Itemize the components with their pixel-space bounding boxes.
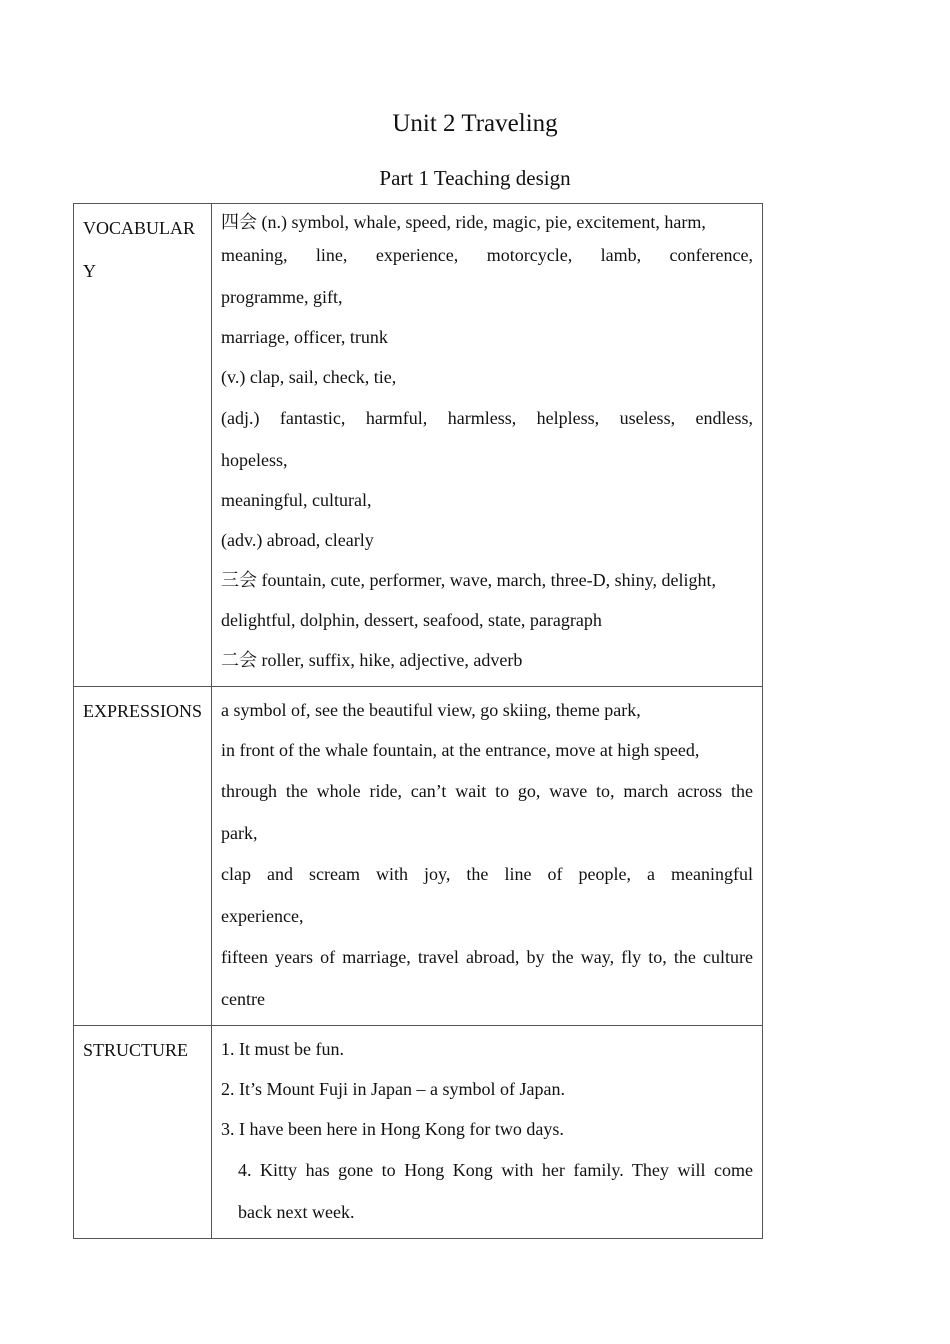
expression-line: fifteen years of marriage, travel abroad, by the way, fly to, the culture [221, 947, 753, 967]
vocabulary-line: meaningful, cultural, [221, 490, 372, 510]
vocabulary-line: (adj.) fantastic, harmful, harmless, helpless, useless, endless, [221, 408, 753, 428]
vocabulary-line: hopeless, [221, 450, 288, 470]
vocabulary-label: VOCABULARY [83, 218, 196, 281]
vocabulary-line: marriage, officer, trunk [221, 327, 388, 347]
document-subtitle: Part 1 Teaching design [379, 166, 571, 190]
vocabulary-line: meaning, line, experience, motorcycle, lamb, conference, [221, 245, 753, 265]
structure-line: 1. It must be fun. [221, 1039, 344, 1059]
vocabulary-line: 三会 fountain, cute, performer, wave, march, three-D, shiny, delight, [221, 570, 716, 590]
expression-line: a symbol of, see the beautiful view, go skiing, theme park, [221, 700, 641, 720]
structure-label-cell [74, 1026, 212, 1239]
document-title: Unit 2 Traveling [392, 110, 558, 137]
vocabulary-row [74, 204, 763, 687]
teaching-design-table [73, 203, 763, 1239]
expressions-row [74, 687, 763, 1026]
vocabulary-label-cell [74, 204, 212, 687]
structure-line: 4. Kitty has gone to Hong Kong with her family. They will come [238, 1160, 753, 1180]
expression-line: park, [221, 823, 258, 843]
expression-line: through the whole ride, can’t wait to go, wave to, march across the [221, 781, 753, 801]
structure-line: back next week. [238, 1202, 355, 1222]
expressions-label-cell [74, 687, 212, 1026]
vocabulary-line: 四会 (n.) symbol, whale, speed, ride, magic, pie, excitement, harm, [221, 212, 706, 232]
expressions-content-cell [212, 687, 763, 1026]
expressions-label: EXPRESSIONS [83, 701, 203, 721]
vocabulary-line: programme, gift, [221, 287, 343, 307]
vocabulary-line: (adv.) abroad, clearly [221, 530, 374, 550]
structure-row [74, 1026, 763, 1239]
expression-line: in front of the whale fountain, at the entrance, move at high speed, [221, 740, 700, 760]
vocabulary-line: delightful, dolphin, dessert, seafood, state, paragraph [221, 610, 602, 630]
structure-line: 2. It’s Mount Fuji in Japan – a symbol of Japan. [221, 1079, 565, 1099]
structure-line: 3. I have been here in Hong Kong for two days. [221, 1119, 564, 1139]
structure-label: STRUCTURE [83, 1040, 189, 1060]
vocabulary-line: (v.) clap, sail, check, tie, [221, 367, 397, 387]
vocabulary-content-cell [212, 204, 763, 687]
structure-content-cell [212, 1026, 763, 1239]
expression-line: centre [221, 989, 265, 1009]
expression-line: clap and scream with joy, the line of people, a meaningful [221, 864, 753, 884]
expression-line: experience, [221, 906, 304, 926]
vocabulary-line: 二会 roller, suffix, hike, adjective, adverb [221, 650, 523, 670]
